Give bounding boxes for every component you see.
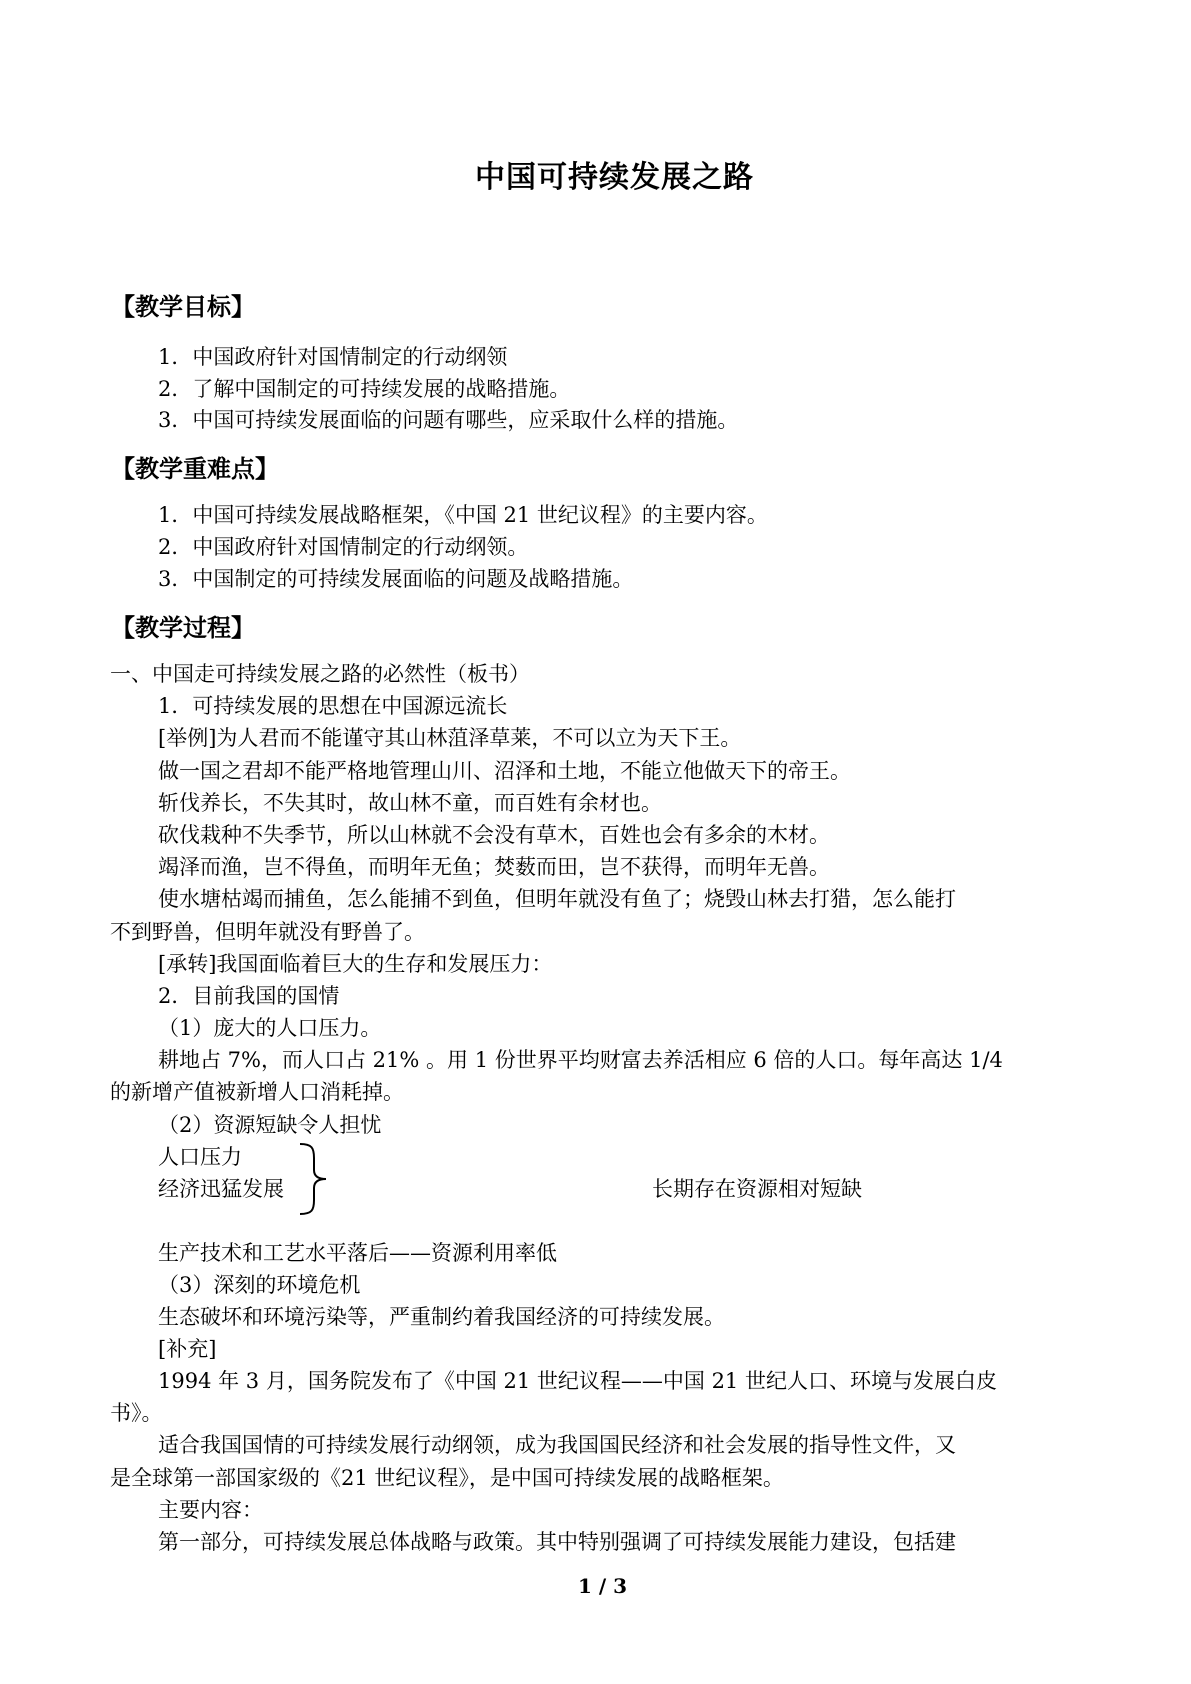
process-line: 1994 年 3 月，国务院发布了《中国 21 世纪议程——中国 21 世纪人口、环境与发展白皮 (158, 1369, 997, 1393)
brace-item-population: 人口压力 (158, 1145, 242, 1169)
heading-teaching-goals: 【教学目标】 (111, 293, 255, 321)
brace-result: 长期存在资源相对短缺 (652, 1177, 862, 1201)
goal-item-1: 1．中国政府针对国情制定的行动纲领 (158, 345, 508, 369)
document-title: 中国可持续发展之路 (475, 160, 754, 195)
heading-teaching-process: 【教学过程】 (111, 614, 255, 642)
process-line: 斩伐养长，不失其时，故山林不童，而百姓有余材也。 (158, 791, 662, 815)
process-line: 2．目前我国的国情 (158, 984, 340, 1008)
process-line: 是全球第一部国家级的《21 世纪议程》，是中国可持续发展的战略框架。 (110, 1466, 784, 1490)
process-line: 1．可持续发展的思想在中国源远流长 (158, 694, 508, 718)
process-line: 生态破坏和环境污染等，严重制约着我国经济的可持续发展。 (158, 1305, 725, 1329)
heading-key-points: 【教学重难点】 (111, 455, 279, 483)
process-line: 主要内容： (158, 1498, 263, 1522)
process-line: [补充] (158, 1337, 217, 1361)
process-line: [举例]为人君而不能谨守其山林菹泽草莱，不可以立为天下王。 (158, 726, 742, 750)
process-line: 竭泽而渔，岂不得鱼，而明年无鱼；焚薮而田，岂不获得，而明年无兽。 (158, 855, 830, 879)
process-line: 耕地占 7%，而人口占 21% 。用 1 份世界平均财富去养活相应 6 倍的人口。每年高达 1/4 (158, 1048, 1003, 1072)
key-point-1: 1．中国可持续发展战略框架，《中国 21 世纪议程》的主要内容。 (158, 503, 768, 527)
process-line: [承转]我国面临着巨大的生存和发展压力： (158, 952, 553, 976)
process-line: （1）庞大的人口压力。 (158, 1016, 382, 1040)
key-point-3: 3．中国制定的可持续发展面临的问题及战略措施。 (158, 567, 634, 591)
goal-item-3: 3．中国可持续发展面临的问题有哪些，应采取什么样的措施。 (158, 408, 739, 432)
process-line: 生产技术和工艺水平落后——资源利用率低 (158, 1241, 557, 1265)
process-line: 的新增产值被新增人口消耗掉。 (110, 1080, 404, 1104)
goal-item-2: 2．了解中国制定的可持续发展的战略措施。 (158, 377, 571, 401)
page-number: 1 / 3 (577, 1574, 628, 1598)
process-line: （2）资源短缺令人担忧 (158, 1113, 382, 1137)
process-line: 使水塘枯竭而捕鱼，怎么能捕不到鱼，但明年就没有鱼了；烧毁山林去打猎，怎么能打 (158, 887, 956, 911)
process-line: 适合我国国情的可持续发展行动纲领，成为我国国民经济和社会发展的指导性文件，又 (158, 1433, 956, 1457)
process-line: 一、中国走可持续发展之路的必然性（板书） (110, 662, 530, 686)
process-line: 砍伐栽种不失季节，所以山林就不会没有草木，百姓也会有多余的木材。 (158, 823, 830, 847)
process-line: （3）深刻的环境危机 (158, 1273, 361, 1297)
right-brace-icon (296, 1142, 336, 1216)
process-line: 第一部分，可持续发展总体战略与政策。其中特别强调了可持续发展能力建设，包括建 (158, 1530, 956, 1554)
key-point-2: 2．中国政府针对国情制定的行动纲领。 (158, 535, 529, 559)
brace-item-economy: 经济迅猛发展 (158, 1177, 284, 1201)
process-line: 书》。 (110, 1401, 163, 1425)
process-line: 做一国之君却不能严格地管理山川、沼泽和土地，不能立他做天下的帝王。 (158, 759, 851, 783)
process-line: 不到野兽，但明年就没有野兽了。 (110, 920, 425, 944)
